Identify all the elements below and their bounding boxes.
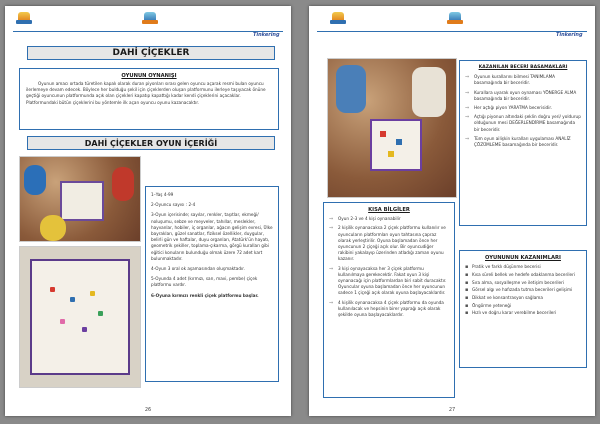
skill-item: ⇒ Tüm oyun ailişkin kuralları uygulaması ANALİZ ÇÖZÜMLEME basamağında bir beceridir. xyxy=(465,136,581,148)
red-peg-shape xyxy=(380,131,386,137)
rules-box xyxy=(323,202,455,398)
gain-item: ▪ Görsel algı ve hafızada tutma becerileri gelişimi xyxy=(465,287,581,293)
children-playing-photo xyxy=(19,156,141,242)
child-shape xyxy=(112,167,134,201)
blue-peg-shape xyxy=(70,297,75,302)
content-list-box xyxy=(145,186,279,382)
skill-item: ⇒ Kurallara uyarak oyun oynaması YÖNERGE ALMA basamağında bir beceridir. xyxy=(465,90,581,102)
game-board-shape xyxy=(370,119,422,171)
gain-item: ▪ Hızlı ve doğru karar verebilme becerileri xyxy=(465,310,581,316)
page-title: DAHİ ÇİÇEKLER xyxy=(27,46,275,60)
gain-item: ▪ Dikkat ve konsantrasyon sağlama xyxy=(465,295,581,301)
skills-box xyxy=(459,60,587,226)
page-number: 27 xyxy=(448,407,456,413)
content-item: 5-Oyunda 4 adet (kırmızı, sarı, mavi, pembe) çiçek platformu vardır. xyxy=(151,276,258,288)
game-description-box xyxy=(19,68,279,130)
game-text: Oyunun amacı ortada türetilen kapalı olarak duran piyonları sırası gelen oyuncu açarak resmi bulan oyuncu ilerlemeye devam edecek. Böylece her bulduğu şekil için çiçeklerden oluşan platformunu ilerleye taşıyacak önüne geçtiği oyuncunun platformunda açık olan çiçekleri kapatıp kapattığı kadar kendi çiçeklerini açacaklar. Platformundaki bütün çiçeklerini bu yöntemle ilk açan oyuncu oyunu kazanacaktır. xyxy=(26,81,266,105)
skill-item: ⇒ Her açtığı piyon YARATMA becerisidir. xyxy=(465,105,581,111)
rule-item: ⇒ 3 kişi oynayacaksa her 3 çiçek platformu kullanılmaya gerekecektir. Fakat oyun 3 kişi oynanacağı için platformlardan biri sabit duracaktır. Oyuncular oyuna başlamadan önce her oyuncunun sadece 1 çiçeği açık olarak oyuna başlayacaklardır. xyxy=(329,266,449,297)
content-item: 1–Yaş 4-99 xyxy=(151,192,174,197)
purple-peg-shape xyxy=(82,327,87,332)
green-peg-shape xyxy=(98,311,103,316)
child-shape xyxy=(412,67,446,117)
left-page xyxy=(5,6,291,416)
gain-item: ▪ Sıra alma, sosyalleşme ve iletişim becerileri xyxy=(465,280,581,286)
gains-list xyxy=(465,264,581,316)
brand-label: Tinkering xyxy=(556,32,583,38)
rule-item: ⇒ 2 kişilik oynanacaksa 2 çiçek platformu kullanılır ve oyuncuların platformları oyun tahtasına çapraz olarak yerleştirilir. Oyuna başlamadan önce her oyuncunun 2 çiçeği açık olur. Bir oyuncudiğer rakibini yakalayıp üzerinden atladığı zaman oyunu kazanır. xyxy=(329,225,449,262)
right-page xyxy=(309,6,595,416)
game-board-photo xyxy=(19,246,141,388)
rule-item: ⇒ 4 kişilik oynanacaksa 4 çiçek platformu da oyunda kullanılacak ve hepsinin birer yaprağı açık olarak şekilde oyuna başlayacaklardır. xyxy=(329,300,449,319)
gains-heading: OYUNUNUN KAZANIMLARI xyxy=(485,255,561,261)
gains-box xyxy=(459,250,587,368)
gain-item: ▪ Pratik ve farklı düşünme becerisi xyxy=(465,264,581,270)
child-shape xyxy=(40,215,66,241)
center-logo-icon xyxy=(444,12,466,30)
rules-list xyxy=(329,216,449,318)
child-shape xyxy=(24,165,46,195)
rule-item: ⇒ Oyun 2-3 ve 4 kişi oynanabilir xyxy=(329,216,449,222)
classroom-photo xyxy=(327,58,457,198)
content-item: 6-Oyuna kırmızı renkli çiçek platformu başlar. xyxy=(151,292,259,298)
yellow-peg-shape xyxy=(90,291,95,296)
gain-item: ▪ Öngörme yeteneği xyxy=(465,303,581,309)
child-shape xyxy=(336,65,366,113)
game-heading: OYUNUN OYNANIŞI xyxy=(121,73,177,79)
page-number: 26 xyxy=(144,407,152,413)
skill-item: ⇒ Açtığı piyonun altındaki şeklin doğru yeri/ yoldurup olduğunun mesi DEĞERLENDİRME basamağında bir beceridir. xyxy=(465,114,581,133)
content-item: 3-Oyun içerisinde; sayılar, renkler, taşıtlar, ekmeği/ noluşumu, sebze ve meyveler, tahıllar, meslekler, hayvanlar, hobiler, iç organlar, ağacın gelişim evresi, Ülke bayrakları, güzel sanatlar, fiziksel özellikler, duygular, belirli gün ve haftalar, duyu organları, Atatürk'ün hayatı, geometrik şekiller, toplama-çıkarma, görgü kuralları gibi eğitici konuların bulunduğu olmak üzere 72 adet kart bulunmaktadır. xyxy=(151,212,273,261)
skill-item: ⇒ Oyunun kurallarını bilmesi TANIMLAMA basamağında bir beceridir. xyxy=(465,74,581,86)
skills-heading: KAZANILAN BECERİ BASAMAKLARI xyxy=(478,65,568,70)
yellow-peg-shape xyxy=(388,151,394,157)
board-frame xyxy=(30,259,130,375)
skills-list xyxy=(465,74,581,148)
red-peg-shape xyxy=(50,287,55,292)
blue-peg-shape xyxy=(396,139,402,145)
center-logo-icon xyxy=(139,12,161,30)
gain-item: ▪ Kısa süreli bellek ve hedefe odaklanma becerileri xyxy=(465,272,581,278)
header-divider xyxy=(317,31,587,32)
content-item: 2-Oyuncu sayısı : 2-4 xyxy=(151,202,196,208)
school-logo-icon xyxy=(13,12,35,30)
content-title: DAHİ ÇİÇEKLER OYUN İÇERİĞİ xyxy=(27,136,275,150)
school-logo-icon xyxy=(327,12,349,30)
header-divider xyxy=(13,31,283,32)
rules-heading: KISA BİLGİLER xyxy=(368,207,410,213)
pink-peg-shape xyxy=(60,319,65,324)
brand-label: Tinkering xyxy=(253,32,280,38)
game-board-shape xyxy=(60,181,104,221)
content-item: 4-Oyun 3 oral ok aşamasından oluşmaktadır. xyxy=(151,266,245,272)
